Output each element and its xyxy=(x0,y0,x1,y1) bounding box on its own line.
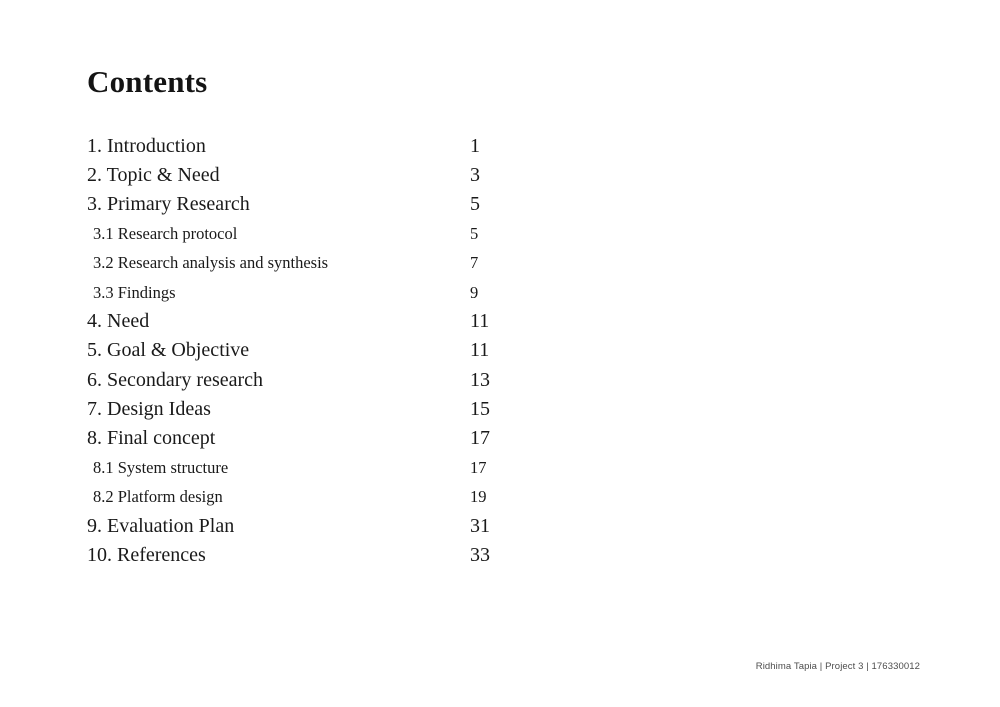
toc-entry-label: 1. Introduction xyxy=(87,135,206,158)
toc-entry-label: 6. Secondary research xyxy=(87,368,264,391)
toc-entry-page: 13 xyxy=(470,368,490,391)
toc-entry-page: 15 xyxy=(470,397,490,420)
toc-entry-label: 9. Evaluation Plan xyxy=(87,514,235,537)
toc-entry-label: 7. Design Ideas xyxy=(87,397,211,420)
toc-entry xyxy=(87,453,507,482)
toc-entry-label: 8.2 Platform design xyxy=(93,486,223,506)
toc-list xyxy=(87,132,507,570)
toc-entry xyxy=(87,307,507,336)
toc-entry-page: 5 xyxy=(470,224,479,244)
toc-entry xyxy=(87,132,507,161)
toc-entry-label: 5. Goal & Objective xyxy=(87,339,250,362)
toc-entry xyxy=(87,278,507,307)
toc-entry-label: 10. References xyxy=(87,543,206,566)
footer-credit: Ridhima Tapia | Project 3 | 176330012 xyxy=(755,661,920,672)
toc-entry-page: 31 xyxy=(470,514,490,537)
toc-entry-label: 2. Topic & Need xyxy=(87,164,220,187)
toc-entry-label: 3.2 Research analysis and synthesis xyxy=(93,253,329,273)
toc-entry xyxy=(87,482,507,511)
toc-entry-label: 8. Final concept xyxy=(87,426,216,449)
toc-entry-label: 3. Primary Research xyxy=(87,193,250,216)
toc-entry xyxy=(87,190,507,219)
toc-entry xyxy=(87,249,507,278)
toc-entry xyxy=(87,424,507,453)
toc-entry-page: 11 xyxy=(470,339,490,362)
toc-entry xyxy=(87,395,507,424)
toc-entry-page: 17 xyxy=(470,457,487,477)
toc-entry xyxy=(87,511,507,540)
toc-entry-page: 9 xyxy=(470,282,479,302)
toc-entry-label: 3.3 Findings xyxy=(93,282,176,302)
toc-entry-page: 5 xyxy=(470,193,480,216)
toc-entry-label: 8.1 System structure xyxy=(93,457,229,477)
toc-entry-label: 4. Need xyxy=(87,310,150,333)
toc-entry-page: 1 xyxy=(470,135,480,158)
toc-entry xyxy=(87,541,507,570)
toc-entry-page: 19 xyxy=(470,486,487,506)
toc-entry-page: 3 xyxy=(470,164,480,187)
toc-entry xyxy=(87,366,507,395)
toc-entry-page: 17 xyxy=(470,426,490,449)
page-title: Contents xyxy=(87,64,208,99)
toc-entry xyxy=(87,336,507,365)
toc-entry xyxy=(87,161,507,190)
toc-entry xyxy=(87,220,507,249)
toc-entry-page: 11 xyxy=(470,310,490,333)
toc-entry-label: 3.1 Research protocol xyxy=(93,224,238,244)
toc-entry-page: 33 xyxy=(470,543,490,566)
toc-entry-page: 7 xyxy=(470,253,479,273)
